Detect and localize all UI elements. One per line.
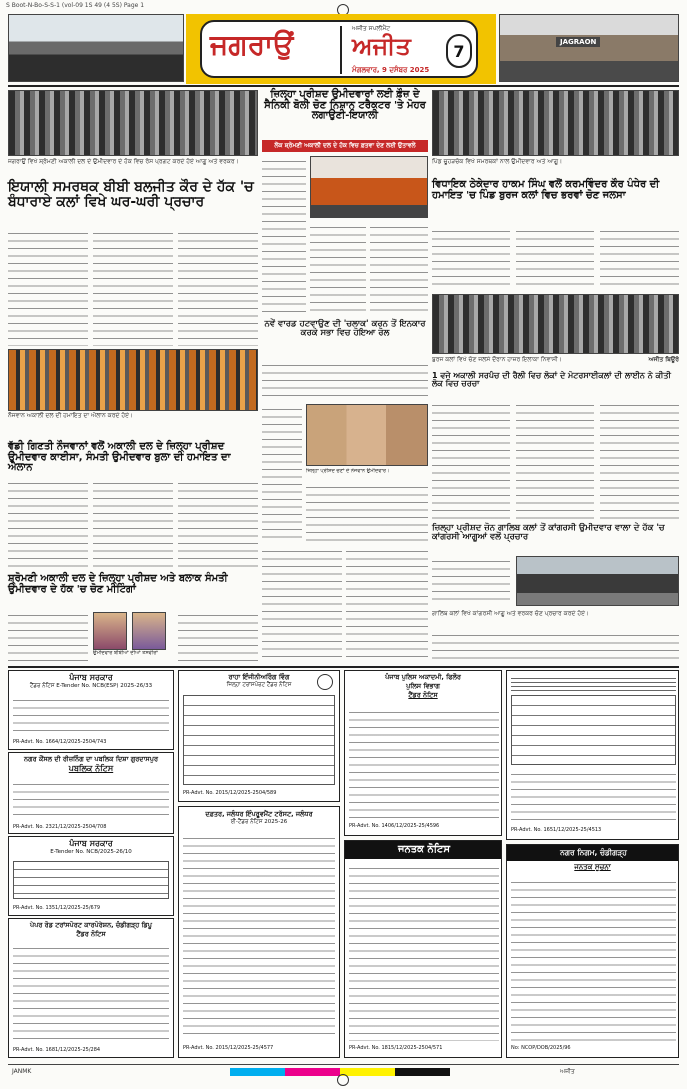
masthead-date: ਮੰਗਲਵਾਰ, 9 ਦਸੰਬਰ 2025: [352, 66, 430, 74]
ad-improvement-trust-sub: ਈ-ਟੈਂਡਰ ਨੋਟਿਸ 2025-26: [230, 819, 288, 825]
ad-engineering-tender-table: [183, 695, 335, 785]
story1-body-col3: [178, 228, 258, 346]
story4-caption: ਬੁਰਜ ਕਲਾਂ ਵਿਖੇ ਚੋਣ ਜਲਸੇ ਦੌਰਾਨ ਹਾਜ਼ਰ ਇਲਾਕਾ ਨਿਵਾਸੀ।: [432, 356, 562, 363]
ad-municipal-ref: No: NCOP/DOB/2025/96: [511, 1045, 571, 1051]
ad-police-academy-title: ਪੰਜਾਬ ਪੁਲਿਸ ਅਕਾਦਮੀ, ਫਿਲੌਰ: [385, 673, 461, 681]
ad-tender-2: [8, 836, 174, 916]
ad-engineering-tender-ref: PR-Advt. No. 2015/12/2025-2504/589: [183, 790, 277, 796]
ad-janatak-title: ਜਨਤਕ ਨੋਟਿਸ: [345, 841, 502, 859]
ad-police-academy-sub: ਪੁਲਿਸ ਵਿਭਾਗ: [406, 682, 440, 690]
story6-caption: ਜ਼ਿਲ੍ਹਾ ਪ੍ਰੀਸ਼ਦ ਚੋਣਾਂ ਦੇ ਨੌਜਵਾਨ ਉਮੀਦਵਾਰ।: [306, 468, 390, 474]
footer-rule: [8, 1064, 679, 1065]
ad-public-notice: [8, 752, 174, 834]
ad-public-notice-sub: ਪਬਲਿਕ ਨੋਟਿਸ: [68, 764, 114, 773]
story6-photo: [306, 404, 428, 466]
candidate-photo-1: [93, 612, 127, 650]
story1-photo: [8, 90, 258, 156]
masthead-right-photo-label: JAGRAON: [556, 37, 600, 47]
ads-section-rule: [8, 666, 679, 668]
story4-reporter: ਅਜੀਤ ਬਿਊਰੋ: [648, 356, 679, 363]
masthead-paper-name: ਅਜੀਤ: [352, 31, 411, 60]
ad-transport-tender-title: ਪੇਪਰ ਰੋਡ ਟਰਾਂਸਪੋਰਟ ਕਾਰਪੋਰੇਸ਼ਨ, ਚੰਡੀਗੜ੍ਹ ਡਿਪੂ: [30, 921, 152, 929]
story1-body-col1: [8, 228, 88, 346]
ad-municipal-body: [511, 877, 676, 1041]
footer-registration-mark: [337, 1074, 349, 1086]
story4-body-col3: [600, 226, 679, 290]
ad-municipal-title: ਨਗਰ ਨਿਗਮ, ਚੰਡੀਗੜ੍ਹ: [507, 845, 679, 861]
ad-public-notice-janatak: [344, 840, 502, 1058]
story9-caption: ਗਾਲਿਬ ਕਲਾਂ ਵਿਖੇ ਕਾਂਗਰਸੀ ਆਗੂ ਅਤੇ ਵਰਕਰ ਚੋਣ ਪ੍ਰਚਾਰ ਕਰਦੇ ਹੋਏ।: [432, 610, 590, 617]
ad-public-notice-ref: PR-Advt. No. 2321/12/2025-2504/708: [13, 824, 107, 830]
story6-body-col-bottom-2: [346, 546, 428, 662]
ad-tender-right-ref: PR-Advt. No. 1651/12/2025-25/4513: [511, 827, 602, 833]
story8-headline: ਸ਼੍ਰੋਮਣੀ ਅਕਾਲੀ ਦਲ ਦੇ ਜ਼ਿਲ੍ਹਾ ਪ੍ਰੀਸ਼ਦ ਅਤੇ ਬਲਾਕ ਸੰਮਤੀ ਉਮੀਦਵਾਰ ਦੇ ਹੱਕ 'ਚ ਚੋਣ ਮੀਟਿੰਗਾਂ: [8, 573, 228, 595]
ad-janatak-ref: PR-Advt. No. 1815/12/2025-2504/571: [349, 1045, 443, 1051]
story2-body-col1: [262, 156, 306, 316]
story8-body-col1: [8, 610, 88, 662]
candidate-photo-2: [132, 612, 166, 650]
footer-right-text: ਅਜੀਤ: [560, 1068, 575, 1075]
story7-body-col3: [600, 400, 679, 520]
ad-police-academy-sub2: ਟੈਂਡਰ ਨੋਟਿਸ: [408, 691, 438, 699]
story4-body-col2: [516, 226, 594, 290]
ad-municipal-sub: ਜਨਤਕ ਸੂਚਨਾ: [574, 863, 611, 871]
story2-body-col3: [370, 222, 428, 316]
ad-transport-tender-sub: ਟੈਂਡਰ ਨੋਟਿਸ: [76, 930, 106, 938]
ad-police-academy: [344, 670, 502, 836]
ad-transport-tender: [8, 918, 174, 1058]
ad-engineering-tender-sub: ਜਿਲ੍ਹਾ ਟਰਾਂਸਪੋਰਟ ਟੈਂਡਰ ਨੋਟਿਸ: [226, 682, 292, 688]
story2-headline: ਜ਼ਿਲ੍ਹਾ ਪ੍ਰੀਸ਼ਦ ਉਮੀਦਵਾਰਾਂ ਲਈ ਫ਼ੌਜ਼ ਦੇ ਸੈਨਿਕੀ ਬੋਲੀ ਚੋਣ ਨਿਸ਼ਾਨ ਟਰੈਕਟਰ 'ਤੇ ਮੋਹਰ ਲਗਾਉਣੀ-ਇਯਾਲੀ: [264, 89, 426, 121]
ad-improvement-trust-title: ਦਫ਼ਤਰ, ਜਲੰਧਰ ਇੰਪਰੂਵਮੈਂਟ ਟਰੱਸਟ, ਜਲੰਧਰ: [205, 810, 313, 818]
story2-subhead: ਲੋਕ ਸ਼੍ਰੋਮਣੀ ਅਕਾਲੀ ਦਲ ਦੇ ਹੱਕ ਵਿਚ ਫ਼ਤਵਾ ਦੇਣ ਲਈ ਉਤਾਵਲੇ: [262, 140, 428, 152]
ad-engineering-emblem: [317, 674, 333, 690]
masthead-left-photo: [8, 14, 184, 82]
story8-body-col3: [178, 610, 258, 662]
ad-tender-1-ref: PR-Advt. No. 1664/12/2025-2504/743: [13, 739, 107, 745]
ad-tender-2-ref: PR-Advt. No. 1351/12/2025-25/679: [13, 905, 101, 911]
story4-headline: ਵਿਧਾਇਕ ਠੇਕੇਦਾਰ ਹਾਕਮ ਸਿੰਘ ਵਲੋਂ ਕਰਮਵਿੰਦਰ ਕੌਰ ਪੰਧੇਰ ਦੀ ਹਮਾਇਤ 'ਚ ਪਿੰਡ ਬੁਰਜ ਕਲਾਂ ਵਿਚ ਭਰਵਾਂ ਚੋਣ ਜਲਸਾ: [432, 179, 660, 201]
story5-body-col2: [93, 478, 173, 570]
story4-photo: [432, 294, 679, 354]
ad-tender-1: [8, 670, 174, 750]
story4-body-col1: [432, 226, 510, 290]
masthead-rule: [8, 85, 679, 87]
story6-body-right: [306, 482, 428, 542]
story9-photo: [516, 556, 679, 606]
ad-janatak-body: [349, 863, 499, 1041]
story2-photo: [310, 156, 428, 218]
story6-body-top: [262, 360, 428, 400]
story8-caption: ਉਮੀਦਵਾਰ ਬੀਬੀਆਂ ਦੀਆਂ ਤਸਵੀਰਾਂ: [93, 650, 158, 656]
masthead-divider: [340, 26, 342, 74]
ad-improvement-trust-body: [183, 833, 335, 1039]
story6-headline: ਨਵੇਂ ਵਾਰਡ ਹਟਵਾਉਣ ਦੀ 'ਚਲਾਕ' ਕਰਨ ਤੋਂ ਇਨਕਾਰ ਕਰਕੇ ਸਭਾ ਵਿਚ ਹੋਇਆ ਰੋਲ: [264, 319, 426, 338]
ad-tender-1-body: [13, 695, 169, 735]
story3-photo: [432, 90, 679, 156]
ad-improvement-trust-ref: PR-Advt. No. 2015/12/2025-25/4577: [183, 1045, 274, 1051]
ad-tender-1-title: ਪੰਜਾਬ ਸਰਕਾਰ: [69, 673, 113, 682]
ad-tender-1-sub: ਟੈਂਡਰ ਨੋਟਿਸ E-Tender No. NCB(ESP) 2025-26/33: [29, 683, 153, 689]
masthead-town: ਜਗਰਾਉਂ: [210, 28, 294, 61]
story5-photo: [8, 349, 258, 411]
story1-caption: ਜਗਰਾਉਂ ਵਿਖੇ ਸ਼੍ਰੋਮਣੀ ਅਕਾਲੀ ਦਲ ਦੇ ਉਮੀਦਵਾਰ ਦੇ ਹੱਕ ਵਿਚ ਰੋਸ ਪ੍ਰਗਟ ਕਰਦੇ ਹੋਏ ਆਗੂ ਅਤੇ ਵਰਕਰ।: [8, 158, 239, 165]
story5-caption: ਨੌਜਵਾਨ ਅਕਾਲੀ ਦਲ ਦੀ ਹਮਾਇਤ ਦਾ ਐਲਾਨ ਕਰਦੇ ਹੋਏ।: [8, 412, 134, 419]
ad-tender-right: [506, 670, 679, 840]
ad-tender-right-header: [511, 675, 676, 691]
ad-improvement-trust: [178, 806, 340, 1058]
story9-headline: ਜ਼ਿਲ੍ਹਾ ਪ੍ਰੀਸ਼ਦ ਜ਼ੋਨ ਗਾਲਿਬ ਕਲਾਂ ਤੋਂ ਕਾਂਗਰਸੀ ਉਮੀਦਵਾਰ ਵਾਲਾ ਦੇ ਹੱਕ 'ਚ ਕਾਂਗਰਸੀ ਆਗੂਆਂ ਵਲੋਂ ਪ੍ਰਚਾਰ: [432, 523, 665, 542]
story1-body-col2: [93, 228, 173, 346]
ad-municipal-corporation: [506, 844, 679, 1058]
ad-tender-right-table: [511, 695, 676, 765]
story7-body-col2: [516, 400, 594, 520]
ad-engineering-tender: [178, 670, 340, 802]
story5-headline: ਵੱਡੀ ਗਿਣਤੀ ਨੌਜਵਾਨਾਂ ਵਲੋਂ ਅਕਾਲੀ ਦਲ ਦੇ ਜ਼ਿਲ੍ਹਾ ਪ੍ਰੀਸ਼ਦ ਉਮੀਦਵਾਰ ਕਾਈਸਾ, ਸੰਮਤੀ ਉਮੀਦਵਾਰ ਬੁਲਾ ਦੀ ਹਮਾਇਤ ਦਾ ਐਲਾਨ: [8, 441, 231, 473]
ad-police-academy-ref: PR-Advt. No. 1406/12/2025-25/4596: [349, 823, 440, 829]
story6-body-left: [262, 404, 302, 542]
story5-body-col1: [8, 478, 88, 570]
ad-tender-right-body: [511, 769, 676, 821]
story6-body-col-bottom-1: [262, 546, 342, 662]
page-number: 7: [446, 34, 472, 68]
ad-transport-tender-body: [13, 943, 169, 1043]
story7-headline: 1 ਵਜੇ ਅਕਾਲੀ ਸਰਪੰਚ ਦੀ ਰੈਲੀ ਵਿਚ ਲੋਕਾਂ ਦੇ ਮੋਟਰਸਾਈਕਲਾਂ ਦੀ ਲਾਈਨ ਨੇ ਕੀਤੀ ਲੋਕ ਵਿਚ ਚਰਚਾ: [432, 371, 671, 389]
masthead-right-photo: [499, 14, 679, 82]
ad-tender-2-table: [13, 861, 169, 899]
ad-public-notice-body: [13, 779, 169, 821]
story5-body-col3: [178, 478, 258, 570]
story1-headline: ਇਯਾਲੀ ਸਮਰਥਕ ਬੀਬੀ ਬਲਜੀਤ ਕੌਰ ਦੇ ਹੱਕ 'ਚ ਬੰਧਾਰਾਏ ਕਲਾਂ ਵਿਖੇ ਘਰ-ਘਰੀ ਪ੍ਰਚਾਰ: [8, 179, 254, 210]
story9-body-col1: [432, 556, 510, 606]
masthead-supplement: ਅਜੀਤ ਸਪਲੀਮੈਂਟ: [352, 25, 391, 32]
ad-police-academy-body: [349, 707, 499, 819]
story3-caption: ਪਿੰਡ ਚੂਹੜਚੱਕ ਵਿਖੇ ਸਮਰਥਕਾਂ ਨਾਲ ਉਮੀਦਵਾਰ ਅਤੇ ਆਗੂ।: [432, 158, 563, 165]
ad-transport-tender-ref: PR-Advt. No. 1681/12/2025-25/284: [13, 1047, 101, 1053]
story7-body-col1: [432, 400, 510, 520]
footer-left-text: JANMK: [12, 1068, 32, 1075]
story9-body-bottom: [432, 630, 679, 662]
masthead-box: [200, 20, 478, 78]
ad-engineering-tender-title: ਰਾਹਾ ਇੰਜੀਨੀਅਰਿੰਗ ਵਿੰਗ: [228, 673, 290, 681]
ad-tender-2-title: ਪੰਜਾਬ ਸਰਕਾਰ: [69, 839, 113, 848]
print-info-line: S Boot-N-Bo-S-S-1 (vol-09 1S 49 (4 5S) Page 1: [6, 2, 145, 9]
ad-public-notice-title: ਨਗਰ ਕੌਂਸਲ ਦੀ ਰੀਜ਼ਨਿੰਗ ਦਾ ਪਬਲਿਕ ਦਿਸ਼ਾ ਗੁਰਦਾਸਪੁਰ: [24, 755, 158, 763]
story2-body-col2: [310, 222, 366, 316]
ad-tender-2-sub: E-Tender No. NCB/2025-26/10: [50, 849, 132, 855]
